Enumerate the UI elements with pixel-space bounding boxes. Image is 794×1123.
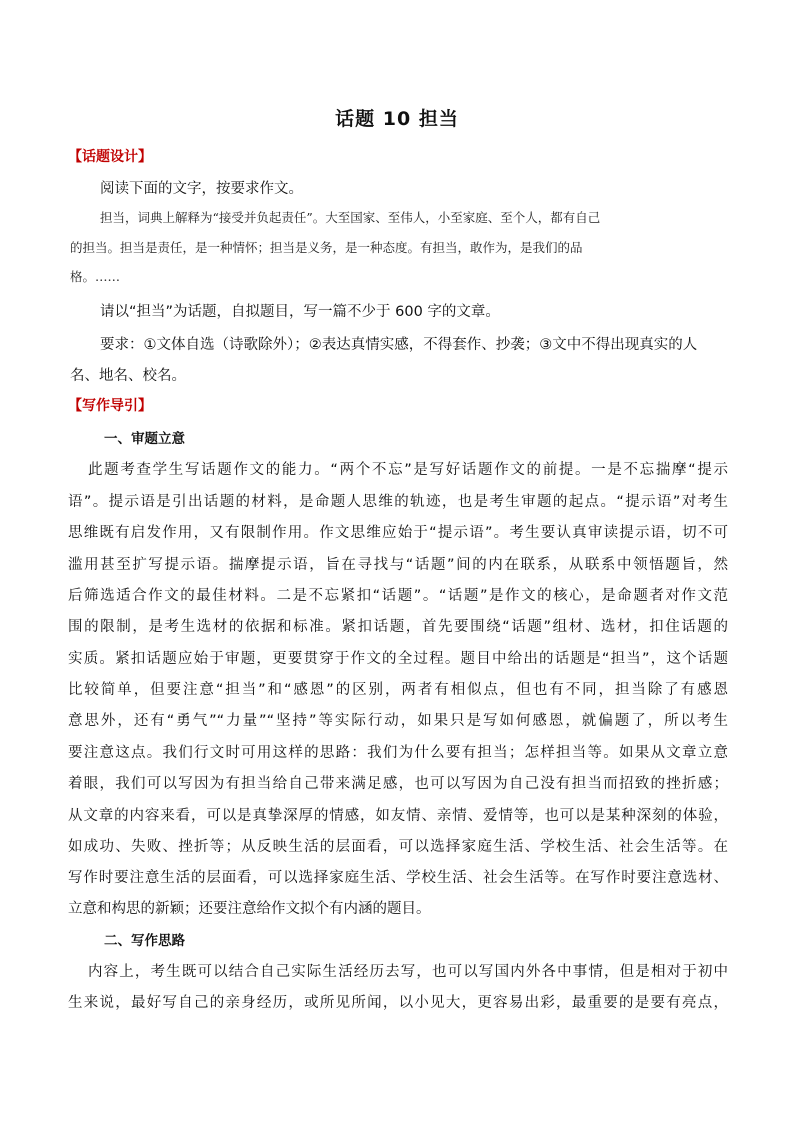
- paragraph-line: 生来说，最好写自己的亲身经历，或所见所闻，以小见大，更容易出彩，最重要的是要有亮点，: [68, 995, 728, 1011]
- paragraph-line: 从文章的内容来看，可以是真挚深厚的情感，如友情、亲情、爱情等，也可以是某种深刻的体验，: [68, 808, 728, 824]
- paragraph-line: 着眼，我们可以写因为有担当给自己带来满足感，也可以写因为自己没有担当而招致的挫折感；: [68, 776, 728, 792]
- paragraph-line: 立意和构思的新颖；还要注意给作文拟个有内涵的题目。: [68, 901, 431, 917]
- intro-line: 阅读下面的文字，按要求作文。: [100, 181, 303, 197]
- paragraph-line: 语”。提示语是引出话题的材料，是命题人思维的轨迹，也是考生审题的起点。“提示语”对考生: [68, 494, 728, 510]
- quote-line: 格。……: [70, 269, 121, 284]
- paragraph-line: 如成功、失败、挫折等；从反映生活的层面看，可以选择家庭生活、学校生活、社会生活等。在: [68, 839, 728, 855]
- quote-line: 担当，词典上解释为“接受并负起责任”。大至国家、至伟人，小至家庭、至个人，都有自己: [100, 210, 601, 225]
- subheading-approach: 二、写作思路: [104, 933, 185, 949]
- page-title: 话题 10 担当: [335, 108, 459, 130]
- paragraph-line: 写作时要注意生活的层面看，可以选择家庭生活、学校生活、社会生活等。在写作时要注意选材、: [68, 870, 728, 886]
- paragraph-line: 意思外，还有“勇气”“力量”“坚持”等实际行动，如果只是写如何感恩，就偏题了，所以考生: [68, 713, 728, 729]
- paragraph-line: 要注意这点。我们行文时可用这样的思路：我们为什么要有担当；怎样担当等。如果从文章立意: [68, 745, 728, 761]
- section-tag-writing-guide: 【写作导引】: [68, 398, 152, 414]
- quote-line: 的担当。担当是责任，是一种情怀；担当是义务，是一种态度。有担当，敢作为，是我们的品: [70, 240, 583, 255]
- paragraph-line: 后筛选适合作文的最佳材料。二是不忘紧扣“话题”。“话题”是作文的核心，是命题者对作文范: [68, 588, 728, 604]
- paragraph-line: 实质。紧扣话题应始于审题，更要贯穿于作文的全过程。题目中给出的话题是“担当”，这个话题: [68, 651, 728, 667]
- prompt-line: 请以“担当”为话题，自拟题目，写一篇不少于 600 字的文章。: [100, 304, 500, 320]
- paragraph-line: 此题考查学生写话题作文的能力。“两个不忘”是写好话题作文的前提。一是不忘揣摩“提示: [88, 462, 728, 478]
- paragraph-line: 内容上，考生既可以结合自己实际生活经历去写，也可以写国内外各中事情，但是相对于初中: [88, 964, 728, 980]
- paragraph-line: 思维既有启发作用，又有限制作用。作文思维应始于“提示语”。考生要认真审读提示语，切不可: [68, 525, 728, 541]
- requirement-line: 名、地名、校名。: [70, 368, 186, 384]
- paragraph-line: 滥用甚至扩写提示语。揣摩提示语，旨在寻找与“话题”间的内在联系，从联系中领悟题旨，然: [68, 557, 728, 573]
- section-tag-topic-design: 【话题设计】: [68, 149, 152, 165]
- subheading-theme: 一、审题立意: [104, 431, 185, 447]
- paragraph-line: 围的限制，是考生选材的依据和标准。紧扣话题，首先要围绕“话题”组材、选材，扣住话题的: [68, 619, 728, 635]
- paragraph-line: 比较简单，但要注意“担当”和“感恩”的区别，两者有相似点，但也有不同，担当除了有感恩: [68, 682, 728, 698]
- requirement-line: 要求：①文体自选（诗歌除外）；②表达真情实感，不得套作、抄袭；③文中不得出现真实的人: [100, 337, 698, 353]
